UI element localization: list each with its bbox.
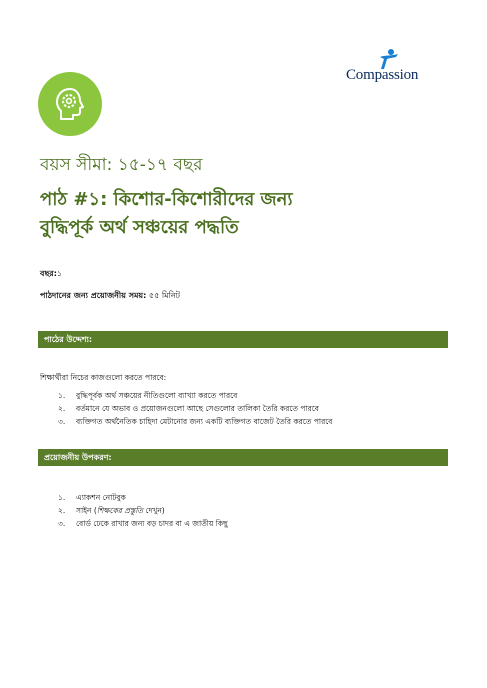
list-number: ৩. xyxy=(58,519,66,528)
list-item xyxy=(58,415,332,428)
list-text: ব্যক্তিগত অর্থনৈতিক চাহিদা মেটানোর জন্য একটি ব্যক্তিগত বাজেট তৈরি করতে পারবে xyxy=(76,417,333,426)
list-item xyxy=(58,389,332,402)
objectives-intro: শিক্ষার্থীরা নিচের কাজগুলো করতে পারবে: xyxy=(40,373,167,382)
list-text: বর্তমানে যে অভাব ও প্রয়োজনগুলো আছে সেগুলোর তালিকা তৈরি করতে পারবে xyxy=(76,404,319,413)
list-item xyxy=(58,402,332,415)
objectives-list xyxy=(58,389,332,428)
list-number: ১. xyxy=(58,493,66,502)
brand-name: Compassion xyxy=(346,67,419,83)
materials-list xyxy=(58,491,228,530)
teacher-prep-reference: শিক্ষকের প্রস্তুতি xyxy=(96,506,144,515)
time-info xyxy=(40,290,180,303)
list-text: বুদ্ধিপূর্বক অর্থ সঞ্চয়ের নীতিগুলো ব্যাখ্যা করতে পারবে xyxy=(76,391,238,400)
objectives-heading: পাঠের উদ্দেশ্য: xyxy=(38,331,448,348)
list-text: এ্যাকশন নোটবুক xyxy=(76,493,126,502)
list-number: ১. xyxy=(58,391,66,400)
year-label: বছর: xyxy=(40,269,57,278)
lesson-title-line-2: বুদ্ধিপূর্ক অর্থ সঞ্চয়ের পদ্ধতি xyxy=(40,217,239,238)
list-text: সাইন ( xyxy=(76,506,97,515)
list-number: ২. xyxy=(58,404,66,413)
list-item xyxy=(58,504,228,517)
head-with-gear-icon xyxy=(38,72,102,136)
lesson-title-line-1: পাঠ #১: কিশোর-কিশোরীদের জন্য xyxy=(40,189,293,210)
list-text: বোর্ড ঢেকে রাখার জন্য বড় চাদর বা এ জাতীয় কিছু xyxy=(76,519,228,528)
list-text: দেখুন) xyxy=(143,506,165,515)
list-item xyxy=(58,491,228,504)
time-label: পাঠদানের জন্য প্রয়োজনীয় সময়: xyxy=(40,291,147,300)
age-range: বয়স সীমা: ১৫-১৭ বছর xyxy=(40,155,203,175)
compassion-logo xyxy=(346,48,451,88)
head-gear-glyph xyxy=(50,84,90,124)
list-number: ৩. xyxy=(58,417,66,426)
year-value: ১ xyxy=(56,269,63,278)
lesson-title xyxy=(40,186,460,242)
list-item xyxy=(58,517,228,530)
time-value: ৫৫ মিনিট xyxy=(148,291,180,300)
list-number: ২. xyxy=(58,506,66,515)
year-info xyxy=(40,268,62,281)
materials-heading: প্রয়োজনীয় উপকরণ: xyxy=(38,449,448,466)
